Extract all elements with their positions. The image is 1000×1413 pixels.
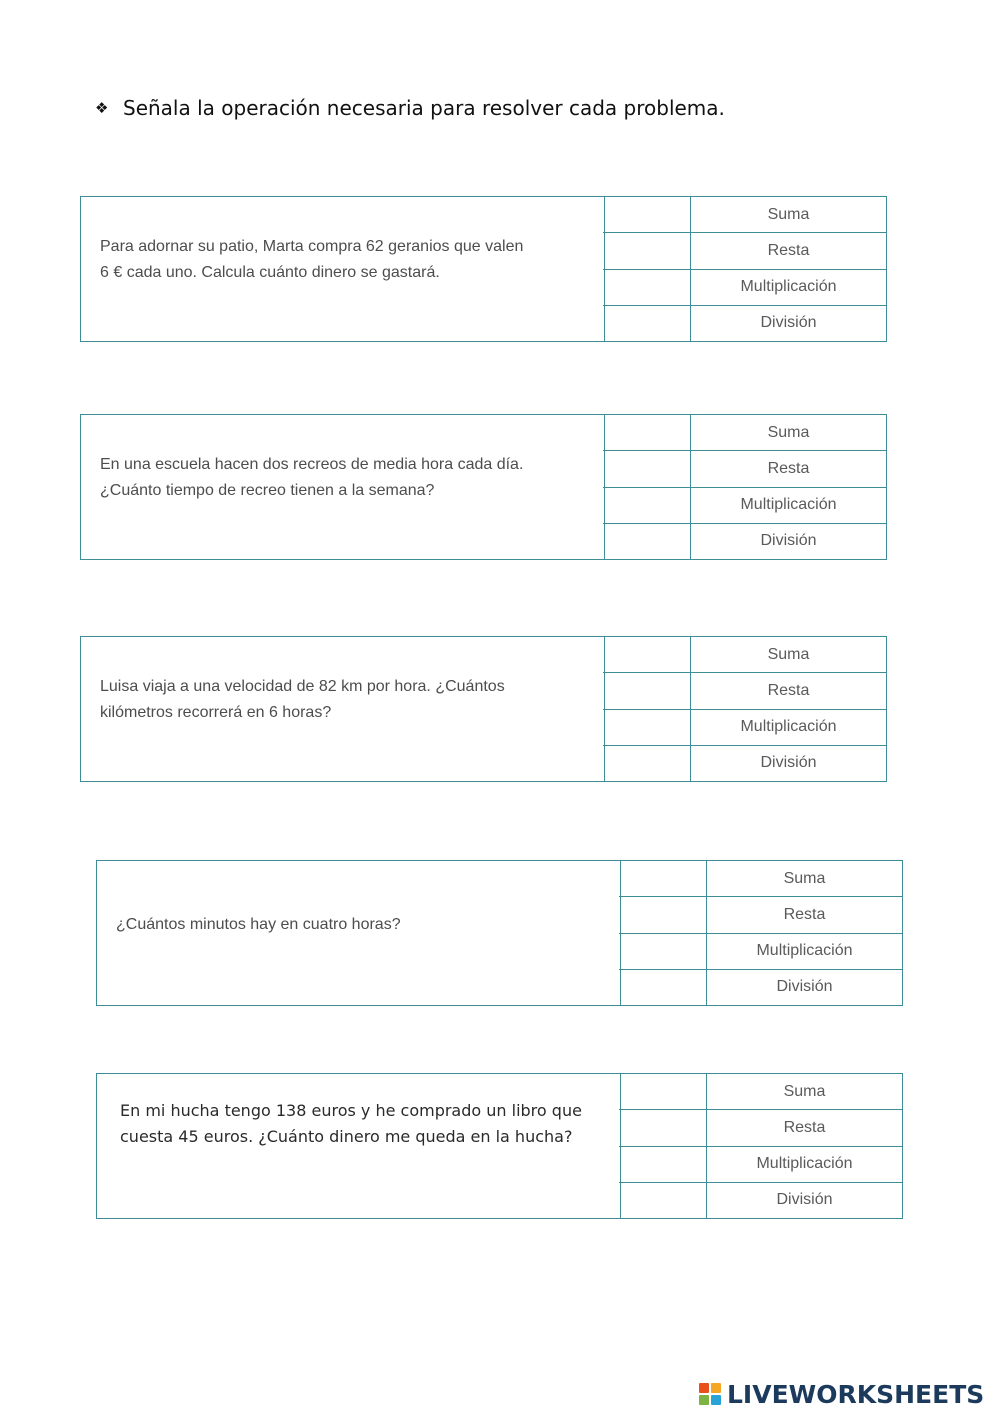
problem-2 (80, 414, 887, 560)
problem-text-line: cuesta 45 euros. ¿Cuánto dinero me queda en la hucha? (120, 1127, 573, 1146)
logo-square (699, 1395, 709, 1405)
option-row-resta (619, 1110, 902, 1146)
problem-text (100, 234, 523, 286)
answer-box-resta[interactable] (619, 1110, 707, 1145)
answer-box-suma[interactable] (619, 1074, 707, 1109)
option-row-division (603, 306, 886, 341)
problem-text-cell (81, 197, 605, 341)
option-label: División (760, 314, 817, 332)
option-label: Multiplicación (740, 496, 837, 514)
problem-text-line: 6 € cada uno. Calcula cuánto dinero se gastará. (100, 264, 440, 281)
answer-box-suma[interactable] (603, 197, 691, 232)
problem-text-line: kilómetros recorrerá en 6 horas? (100, 704, 332, 721)
option-label: Resta (783, 1118, 826, 1136)
options-column (619, 1074, 902, 1218)
answer-box-division[interactable] (603, 746, 691, 781)
options-column (603, 415, 886, 559)
answer-box-suma[interactable] (603, 415, 691, 450)
instruction-text: Señala la operación necesaria para resolver cada problema. (123, 96, 725, 120)
option-label: Suma (783, 1082, 826, 1100)
answer-box-multiplicacion[interactable] (603, 488, 691, 523)
option-row-suma (603, 197, 886, 233)
problem-text-line: Luisa viaja a una velocidad de 82 km por hora. ¿Cuántos (100, 678, 505, 695)
problem-1 (80, 196, 887, 342)
option-row-division (603, 524, 886, 559)
answer-box-resta[interactable] (603, 451, 691, 486)
answer-box-multiplicacion[interactable] (619, 1147, 707, 1182)
problem-text (116, 912, 401, 938)
liveworksheets-logo-icon (699, 1383, 721, 1405)
option-row-suma (603, 415, 886, 451)
option-row-multiplicacion (603, 270, 886, 306)
option-row-multiplicacion (603, 710, 886, 746)
answer-box-resta[interactable] (603, 233, 691, 268)
answer-box-division[interactable] (619, 1183, 707, 1218)
option-row-division (603, 746, 886, 781)
problem-text (100, 452, 523, 504)
logo-square (699, 1383, 709, 1393)
option-label: Multiplicación (740, 278, 837, 296)
option-row-resta (603, 233, 886, 269)
option-row-suma (619, 1074, 902, 1110)
answer-box-resta[interactable] (603, 673, 691, 708)
option-row-division (619, 1183, 902, 1218)
option-row-multiplicacion (619, 934, 902, 970)
option-label: División (776, 978, 833, 996)
problem-5 (96, 1073, 903, 1219)
answer-box-multiplicacion[interactable] (603, 270, 691, 305)
option-row-resta (603, 451, 886, 487)
option-label: Suma (767, 205, 810, 223)
problem-text-cell (81, 415, 605, 559)
problem-text-line: Para adornar su patio, Marta compra 62 geranios que valen (100, 238, 524, 255)
answer-box-suma[interactable] (619, 861, 707, 896)
option-label: División (776, 1191, 833, 1209)
options-column (619, 861, 902, 1005)
option-row-multiplicacion (603, 488, 886, 524)
problem-4 (96, 860, 903, 1006)
problem-text-line: En una escuela hacen dos recreos de media hora cada día. (100, 456, 524, 473)
logo-text: LIVEWORKSHEETS (727, 1379, 985, 1409)
problem-text-line: ¿Cuánto tiempo de recreo tienen a la semana? (100, 482, 435, 499)
answer-box-multiplicacion[interactable] (619, 934, 707, 969)
option-label: División (760, 532, 817, 550)
problem-text-line: ¿Cuántos minutos hay en cuatro horas? (116, 916, 401, 933)
answer-box-division[interactable] (603, 524, 691, 559)
liveworksheets-logo[interactable] (699, 1378, 984, 1410)
logo-square (711, 1395, 721, 1405)
option-label: Multiplicación (740, 718, 837, 736)
instruction (95, 96, 725, 120)
option-label: Suma (767, 423, 810, 441)
answer-box-suma[interactable] (603, 637, 691, 672)
problem-text (120, 1098, 582, 1150)
options-column (603, 197, 886, 341)
option-label: Resta (783, 905, 826, 923)
option-row-resta (619, 897, 902, 933)
option-label: Resta (767, 681, 810, 699)
option-row-multiplicacion (619, 1147, 902, 1183)
options-column (603, 637, 886, 781)
logo-square (711, 1383, 721, 1393)
bullet-icon: ❖ (95, 99, 109, 117)
option-label: Resta (767, 241, 810, 259)
option-row-suma (603, 637, 886, 673)
answer-box-division[interactable] (619, 970, 707, 1005)
problem-text-line: En mi hucha tengo 138 euros y he comprado un libro que (120, 1101, 582, 1120)
option-label: Suma (783, 869, 826, 887)
option-row-division (619, 970, 902, 1005)
option-label: Suma (767, 645, 810, 663)
answer-box-multiplicacion[interactable] (603, 710, 691, 745)
option-label: Resta (767, 459, 810, 477)
option-row-suma (619, 861, 902, 897)
problem-text-cell (97, 861, 621, 1005)
problem-text-cell (97, 1074, 621, 1218)
option-label: Multiplicación (756, 942, 853, 960)
option-label: División (760, 754, 817, 772)
option-row-resta (603, 673, 886, 709)
problem-text-cell (81, 637, 605, 781)
answer-box-resta[interactable] (619, 897, 707, 932)
answer-box-division[interactable] (603, 306, 691, 341)
option-label: Multiplicación (756, 1155, 853, 1173)
problem-text (100, 674, 505, 726)
problem-3 (80, 636, 887, 782)
